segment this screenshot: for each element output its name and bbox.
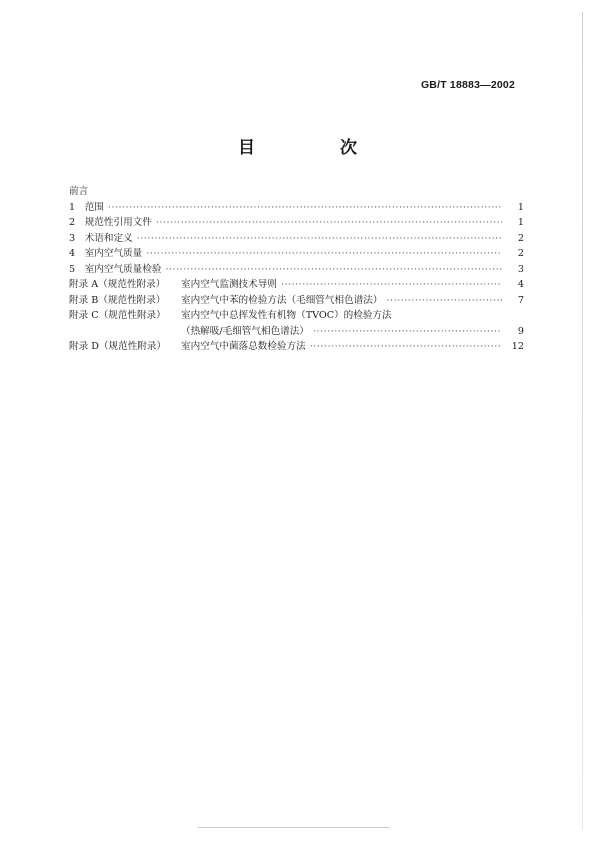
appendix-label: 附录 D（规范性附录） [69, 341, 167, 352]
toc-title: 目 次 [238, 138, 391, 158]
toc-page-number: 2 [517, 232, 524, 244]
toc-page-number: 9 [517, 325, 524, 337]
toc-page-number: 1 [517, 201, 524, 213]
appendix-label: 附录 B（规范性附录） [69, 294, 166, 306]
leader-dots [386, 293, 502, 309]
toc-entry-terms-definitions[interactable] [69, 231, 524, 247]
toc-page-number: 1 [517, 217, 524, 228]
toc-appendix-d[interactable] [69, 339, 524, 355]
toc-entry-label: 1 范围 [69, 201, 104, 213]
standard-code: GB/T 18883—2002 [420, 79, 515, 91]
appendix-label: 附录 A（规范性附录） [69, 279, 166, 290]
leader-dots [146, 246, 502, 262]
toc-page-number: 4 [517, 279, 524, 290]
appendix-title: 室内空气监测技术导则 [181, 279, 277, 290]
page-bottom-line [198, 827, 390, 828]
toc-entry-air-quality-inspection[interactable] [69, 262, 524, 278]
toc-appendix-c[interactable] [69, 308, 524, 324]
leader-dots [313, 324, 502, 340]
toc-appendix-c-continued[interactable] [69, 324, 524, 340]
appendix-title: 室内空气中菌落总数检验方法 [181, 341, 306, 352]
leader-dots [108, 200, 502, 216]
table-of-contents [69, 184, 524, 355]
toc-page-number: 2 [517, 248, 524, 259]
toc-appendix-a[interactable] [69, 277, 524, 293]
toc-appendix-b[interactable] [69, 293, 524, 309]
appendix-title: 室内空气中苯的检验方法（毛细管气相色谱法） [181, 294, 383, 306]
leader-dots [310, 339, 502, 355]
toc-entry-normative-references[interactable] [69, 215, 524, 231]
toc-page-number: 3 [517, 263, 524, 275]
toc-entry-label: 4 室内空气质量 [69, 248, 143, 259]
toc-preface[interactable] [69, 184, 524, 200]
toc-entry-label: 3 术语和定义 [69, 232, 133, 244]
leader-dots [156, 215, 502, 231]
toc-entry-scope[interactable] [69, 200, 524, 216]
toc-page-number: 12 [511, 341, 524, 352]
leader-dots [165, 262, 502, 278]
leader-dots [281, 277, 502, 293]
leader-dots [137, 231, 502, 247]
appendix-title-continued: （热解吸/毛细管气相色谱法） [181, 325, 309, 337]
toc-entry-indoor-air-quality[interactable] [69, 246, 524, 262]
toc-entry-label: 2 规范性引用文件 [69, 217, 152, 228]
toc-preface-label: 前言 [69, 186, 89, 197]
appendix-label: 附录 C（规范性附录） [69, 310, 166, 321]
toc-page-number: 7 [517, 294, 524, 306]
appendix-title: 室内空气中总挥发性有机物（TVOC）的检验方法 [181, 310, 392, 321]
toc-entry-label: 5 室内空气质量检验 [69, 263, 162, 275]
